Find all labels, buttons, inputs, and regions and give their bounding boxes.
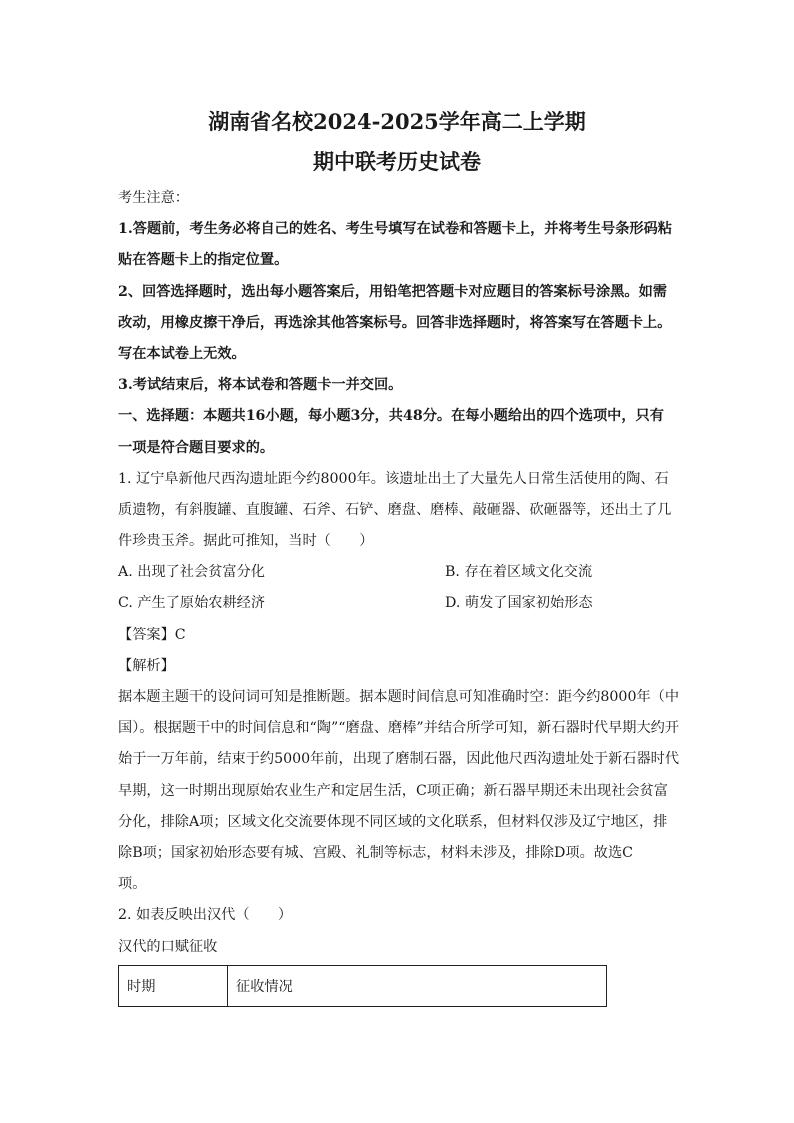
notice-item-2-line2: 改动，用橡皮擦干净后，再选涂其他答案标号。回答非选择题时，将答案写在答题卡上。 [118, 314, 672, 331]
q1-analysis-line2: 国）。根据题干中的时间信息和“陶”“磨盘、磨棒”并结合所学可知，新石器时代早期大约开 [118, 720, 680, 737]
q1-option-b: B. 存在着区域文化交流 [445, 564, 593, 581]
section1-heading-line1: 一、选择题：本题共16小题，每小题3分，共48分。在每小题给出的四个选项中，只有 [118, 408, 664, 425]
exam-body [118, 183, 678, 1007]
q1-analysis-line1: 据本题主题干的设问词可知是推断题。据本题时间信息可知准确时空：距今约8000年（中 [118, 689, 680, 705]
q1-options-row1 [118, 557, 678, 588]
q1-analysis-line3: 始于一万年前，结束于约5000年前，出现了磨制石器，因此他尺西沟遗址处于新石器时代 [118, 751, 680, 768]
q1-answer: 【答案】C [118, 626, 186, 643]
notice-item-1-line2: 贴在答题卡上的指定位置。 [118, 252, 289, 269]
q1-stem-line2: 质遗物，有斜腹罐、直腹罐、石斧、石铲、磨盘、磨棒、敲砸器、砍砸器等，还出土了几 [118, 501, 672, 518]
q1-analysis-line4: 早期，这一时期出现原始农业生产和定居生活，C项正确；新石器早期还未出现社会贫富 [118, 782, 668, 799]
q2-table [118, 965, 607, 1007]
q1-option-c: C. 产生了原始农耕经济 [118, 595, 266, 612]
table-header-collection: 征收情况 [228, 965, 607, 1006]
notice-heading: 考生注意： [118, 190, 189, 206]
q1-analysis-heading: 【解析】 [118, 657, 175, 674]
q1-analysis-line5: 分化，排除A项；区域文化交流要体现不同区域的文化联系，但材料仅涉及辽宁地区，排 [118, 813, 668, 830]
q1-analysis-line7: 项。 [118, 876, 147, 893]
q2-table-caption: 汉代的口赋征收 [118, 938, 218, 955]
notice-item-1-line1: 1.答题前，考生务必将自己的姓名、考生号填写在试卷和答题卡上，并将考生号条形码粘 [118, 221, 672, 238]
section1-heading-line2: 一项是符合题目要求的。 [118, 439, 275, 456]
q1-stem-line3: 件珍贵玉斧。据此可推知，当时（ ） [118, 533, 374, 550]
q1-options-row2 [118, 588, 678, 619]
notice-item-2-line3: 写在本试卷上无效。 [118, 345, 246, 362]
notice-item-2-line1: 2、回答选择题时，选出每小题答案后，用铅笔把答题卡对应题目的答案标号涂黑。如需 [118, 283, 667, 300]
notice-item-3-line1: 3.考试结束后，将本试卷和答题卡一并交回。 [118, 377, 403, 394]
q1-option-d: D. 萌发了国家初始形态 [445, 595, 593, 612]
q1-stem-line1: 1. 辽宁阜新他尺西沟遗址距今约8000年。该遗址出土了大量先人日常生活使用的陶、石 [118, 470, 669, 487]
exam-title-line1: 湖南省名校2024-2025学年高二上学期 [208, 109, 586, 134]
table-row [119, 965, 607, 1006]
exam-title-line2: 期中联考历史试卷 [313, 149, 481, 174]
q2-stem: 2. 如表反映出汉代（ ） [118, 907, 293, 924]
table-header-period: 时期 [119, 965, 228, 1006]
q1-option-a: A. 出现了社会贫富分化 [118, 564, 265, 581]
q1-analysis-line6: 除B项；国家初始形态要有城、宫殿、礼制等标志，材料未涉及，排除D项。故选C [118, 844, 634, 861]
